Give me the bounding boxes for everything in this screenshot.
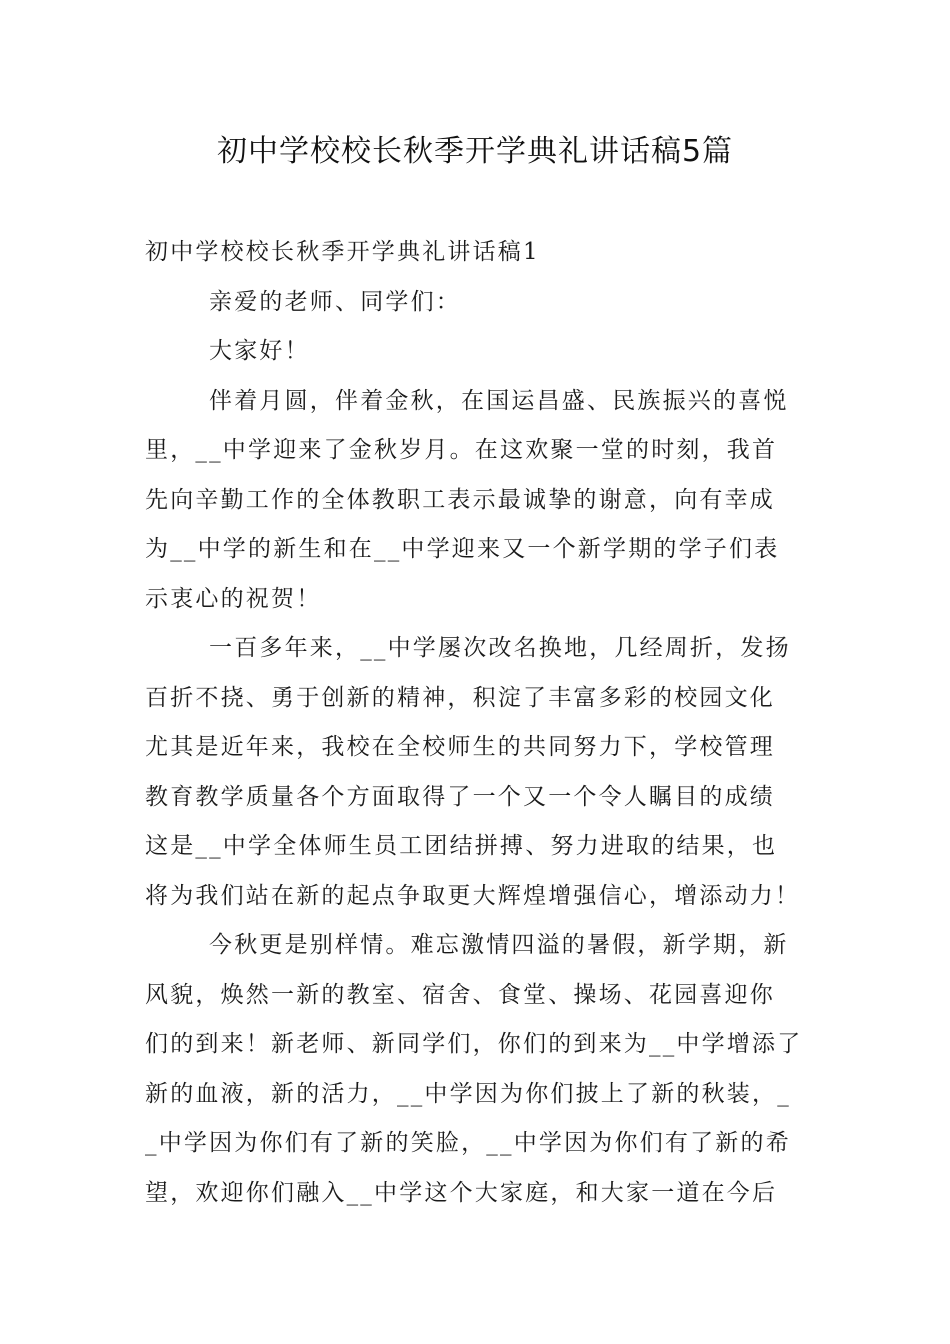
text-line: 们的到来！新老师、新同学们，你们的到来为__中学增添了: [145, 1031, 803, 1057]
text-line: 这是__中学全体师生员工团结拼搏、努力进取的结果，也: [145, 833, 778, 859]
text-line: 为__中学的新生和在__中学迎来又一个新学期的学子们表: [145, 536, 780, 562]
text-line: 先向辛勤工作的全体教职工表示最诚挚的谢意，向有幸成: [145, 486, 775, 513]
text-line: 风貌，焕然一新的教室、宿舍、食堂、操场、花园喜迎你: [145, 981, 775, 1008]
text-line: 伴着月圆，伴着金秋，在国运昌盛、民族振兴的喜悦: [209, 387, 789, 414]
text-line: 里，__中学迎来了金秋岁月。在这欢聚一堂的时刻，我首: [145, 437, 778, 463]
text-line: 望，欢迎你们融入__中学这个大家庭，和大家一道在今后: [145, 1179, 778, 1206]
text-line: 初中学校校长秋季开学典礼讲话稿1: [145, 239, 540, 265]
text-line: 新的血液，新的活力，__中学因为你们披上了新的秋装，_: [145, 1080, 791, 1107]
text-line: 教育教学质量各个方面取得了一个又一个令人瞩目的成绩: [145, 783, 775, 810]
text-line: 尤其是近年来，我校在全校师生的共同努力下，学校管理: [145, 734, 775, 760]
text-line: 大家好！: [209, 338, 310, 364]
document-body: [145, 228, 810, 1218]
text-line: 示衷心的祝贺！: [145, 585, 322, 612]
text-line: 亲爱的老师、同学们：: [209, 288, 461, 315]
text-line: 百折不挠、勇于创新的精神，积淀了丰富多彩的校园文化: [145, 684, 775, 711]
document-title: 初中学校校长秋季开学典礼讲话稿5篇: [216, 134, 734, 169]
text-line: 将为我们站在新的起点争取更大辉煌增强信心，增添动力！: [145, 882, 801, 909]
text-line: 一百多年来，__中学屡次改名换地，几经周折，发扬: [209, 635, 791, 661]
text-line: _中学因为你们有了新的笑脸，__中学因为你们有了新的希: [145, 1130, 791, 1156]
text-line: 今秋更是别样情。难忘激情四溢的暑假，新学期，新: [209, 932, 789, 958]
